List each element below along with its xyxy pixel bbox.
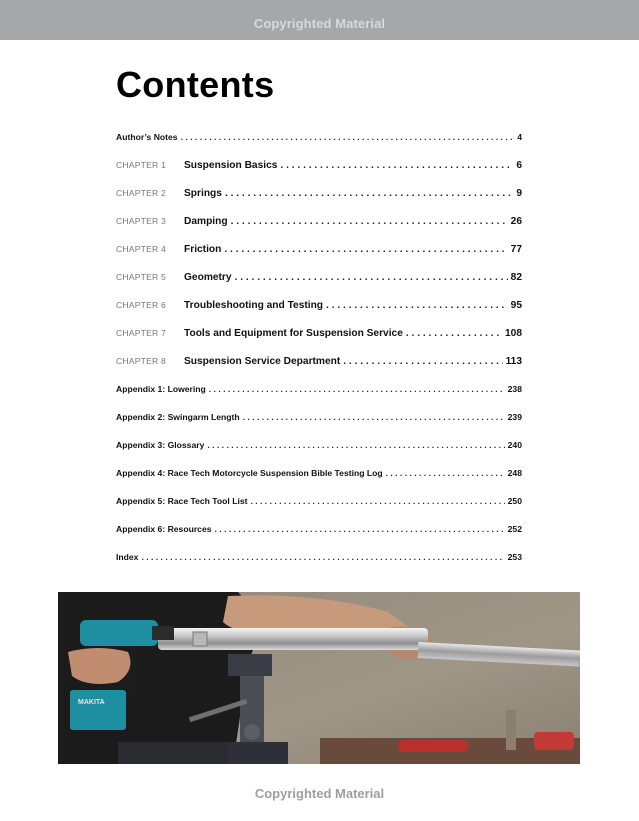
- page-number: 238: [507, 384, 522, 394]
- toc-chapter-entry: [116, 188, 522, 204]
- page-number: 9: [516, 188, 522, 199]
- toc-chapter-entry: [116, 216, 522, 232]
- chapter-number: CHAPTER 6: [116, 300, 167, 310]
- entry-title: Index: [116, 552, 139, 562]
- page-number: 248: [507, 468, 522, 478]
- entry-title: Geometry: [184, 272, 232, 283]
- page-title: Contents: [116, 64, 275, 105]
- page-number: 240: [507, 440, 522, 450]
- page-number: 253: [507, 552, 522, 562]
- entry-title: Damping: [184, 216, 228, 227]
- dot-leader: [207, 440, 504, 450]
- page-number: 77: [510, 244, 522, 255]
- bottom-watermark-text: Copyrighted Material: [254, 786, 385, 801]
- suspension-fork-photo: [58, 592, 580, 764]
- page-number: 113: [505, 356, 522, 367]
- toc-chapter-entry: [116, 272, 522, 288]
- toc-chapter-entry: [116, 300, 522, 316]
- page-number: 239: [507, 412, 522, 422]
- entry-title: Appendix 4: Race Tech Motorcycle Suspension Bible Testing Log: [116, 468, 383, 478]
- chapter-number: CHAPTER 5: [116, 272, 167, 282]
- entry-title: Appendix 2: Swingarm Length: [116, 412, 240, 422]
- dot-leader: [386, 468, 505, 478]
- page-number: 4: [517, 132, 522, 142]
- dot-leader: [141, 552, 504, 562]
- toc-entry: [116, 384, 522, 400]
- entry-title: Springs: [184, 188, 222, 199]
- entry-title: Friction: [184, 244, 222, 255]
- dot-leader: [250, 496, 504, 506]
- chapter-number: CHAPTER 1: [116, 160, 167, 170]
- photo-illustration: [58, 592, 580, 764]
- chapter-number: CHAPTER 8: [116, 356, 167, 366]
- chapter-number: CHAPTER 3: [116, 216, 167, 226]
- toc-chapter-entry: [116, 356, 522, 372]
- dot-leader: [235, 272, 508, 283]
- toc-entry: [116, 468, 522, 484]
- dot-leader: [231, 216, 508, 227]
- toc-chapter-entry: [116, 244, 522, 260]
- toc-entry: [116, 440, 522, 456]
- dot-leader: [243, 412, 505, 422]
- entry-title: Tools and Equipment for Suspension Service: [184, 328, 403, 339]
- dot-leader: [215, 524, 505, 534]
- dot-leader: [343, 356, 502, 367]
- toc-entry: [116, 132, 522, 148]
- chapter-number: CHAPTER 7: [116, 328, 167, 338]
- toc-entry: [116, 496, 522, 512]
- toc-entry: [116, 552, 522, 568]
- dot-leader: [181, 132, 515, 142]
- chapter-number: CHAPTER 4: [116, 244, 167, 254]
- dot-leader: [224, 244, 507, 255]
- entry-title: Appendix 1: Lowering: [116, 384, 206, 394]
- entry-title: Suspension Service Department: [184, 356, 341, 367]
- entry-title: Author’s Notes: [116, 132, 178, 142]
- entry-title: Appendix 6: Resources: [116, 524, 212, 534]
- page-number: 6: [516, 160, 522, 171]
- page-number: 26: [510, 216, 522, 227]
- page-number: 82: [510, 272, 522, 283]
- page-number: 250: [507, 496, 522, 506]
- dot-leader: [326, 300, 508, 311]
- top-watermark-text: Copyrighted Material: [253, 16, 386, 31]
- entry-title: Suspension Basics: [184, 160, 278, 171]
- page-number: 252: [507, 524, 522, 534]
- entry-title: Troubleshooting and Testing: [184, 300, 324, 311]
- dot-leader: [225, 188, 513, 199]
- toc-entry: [116, 412, 522, 428]
- dot-leader: [406, 328, 502, 339]
- drill-brand-label: MAKITA: [78, 699, 105, 706]
- page-number: 108: [505, 328, 522, 339]
- top-watermark-band: [0, 0, 639, 40]
- page-number: 95: [510, 300, 522, 311]
- toc-entry: [116, 524, 522, 540]
- toc-chapter-entry: [116, 328, 522, 344]
- entry-title: Appendix 5: Race Tech Tool List: [116, 496, 248, 506]
- dot-leader: [209, 384, 505, 394]
- chapter-number: CHAPTER 2: [116, 188, 167, 198]
- dot-leader: [280, 160, 513, 171]
- toc-chapter-entry: [116, 160, 522, 176]
- entry-title: Appendix 3: Glossary: [116, 440, 205, 450]
